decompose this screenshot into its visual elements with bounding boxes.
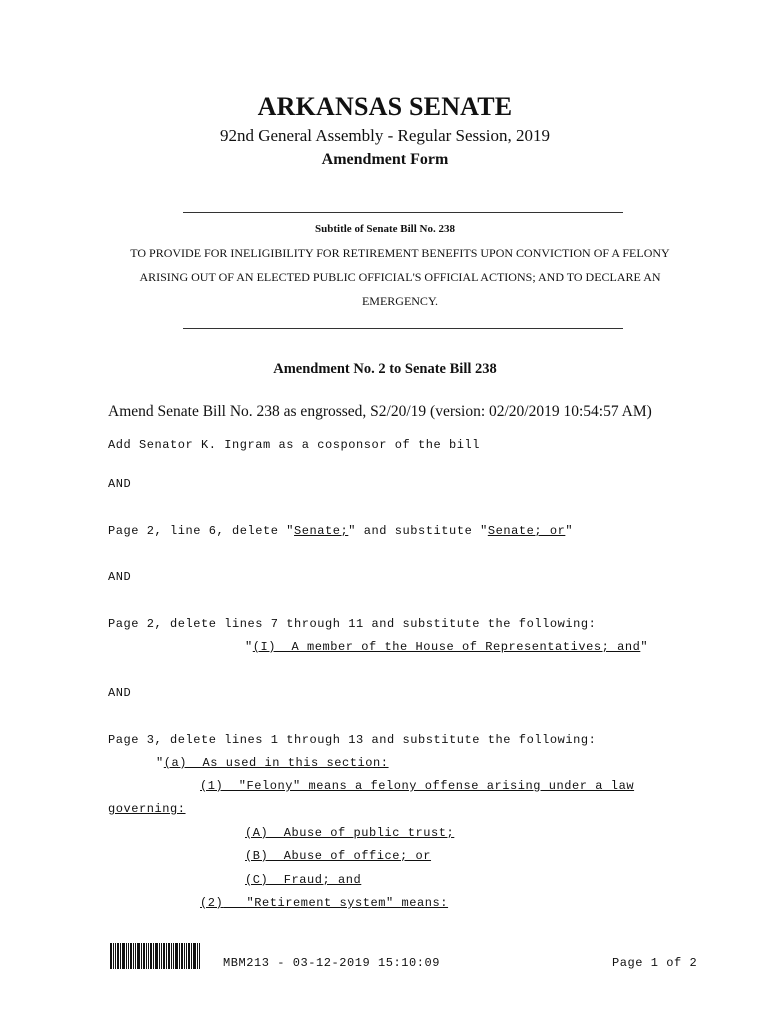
top-divider: [183, 212, 623, 213]
instruction-text: ": [565, 524, 574, 538]
page-number: Page 1 of 2: [612, 956, 698, 970]
quote-mark: ": [640, 640, 649, 654]
substituted-text: (a) As used in this section:: [163, 756, 389, 770]
quote-mark: ": [245, 640, 253, 654]
page2-line6-instruction: [108, 524, 573, 538]
and-separator: AND: [108, 570, 132, 584]
substituted-text: "Retirement system" means:: [246, 896, 449, 910]
deleted-text: Senate;: [294, 524, 349, 538]
subsection-number: (2): [200, 896, 224, 910]
and-separator: AND: [108, 686, 132, 700]
instruction-text: Page 2, line 6, delete ": [108, 524, 295, 538]
quote-mark: ": [156, 756, 164, 770]
substituted-text: Senate; or: [487, 524, 566, 538]
subsection-1-continuation: governing:: [108, 802, 186, 816]
page3-lines-instruction: Page 3, delete lines 1 through 13 and substitute the following:: [108, 733, 597, 747]
item-C: (C) Fraud; and: [245, 873, 362, 887]
session-line: 92nd General Assembly - Regular Session, 2019: [219, 126, 551, 145]
page2-lines-instruction: Page 2, delete lines 7 through 11 and substitute the following:: [108, 617, 597, 631]
subtitle-line: TO PROVIDE FOR INELIGIBILITY FOR RETIREMENT BENEFITS UPON CONVICTION OF A FELONY: [130, 246, 670, 260]
section-a: [156, 756, 389, 770]
substituted-text: (I) A member of the House of Representatives; and: [252, 640, 641, 654]
subtitle-label: Subtitle of Senate Bill No. 238: [315, 223, 455, 235]
subsection-2: [200, 896, 448, 910]
barcode-image: [110, 943, 200, 969]
subsection-1: (1) "Felony" means a felony offense arising under a law: [200, 779, 635, 793]
cosponsor-line: Add Senator K. Ingram as a cosponsor of the bill: [108, 438, 481, 452]
amendment-heading: Amendment No. 2 to Senate Bill 238: [273, 361, 497, 377]
document-id: MBM213 - 03-12-2019 15:10:09: [223, 956, 441, 970]
and-separator: AND: [108, 477, 132, 491]
item-A: (A) Abuse of public trust;: [245, 826, 455, 840]
form-type: Amendment Form: [321, 151, 449, 168]
item-B: (B) Abuse of office; or: [245, 849, 432, 863]
substitute-text-block: [245, 640, 648, 654]
subtitle-line: EMERGENCY.: [361, 294, 439, 308]
instruction-text: " and substitute ": [348, 524, 488, 538]
bottom-divider: [183, 328, 623, 329]
engrossed-line: Amend Senate Bill No. 238 as engrossed, S2/20/19 (version: 02/20/2019 10:54:57 AM): [108, 403, 652, 420]
document-title: ARKANSAS SENATE: [257, 92, 513, 121]
subtitle-line: ARISING OUT OF AN ELECTED PUBLIC OFFICIAL'S OFFICIAL ACTIONS; AND TO DECLARE AN: [139, 270, 661, 284]
